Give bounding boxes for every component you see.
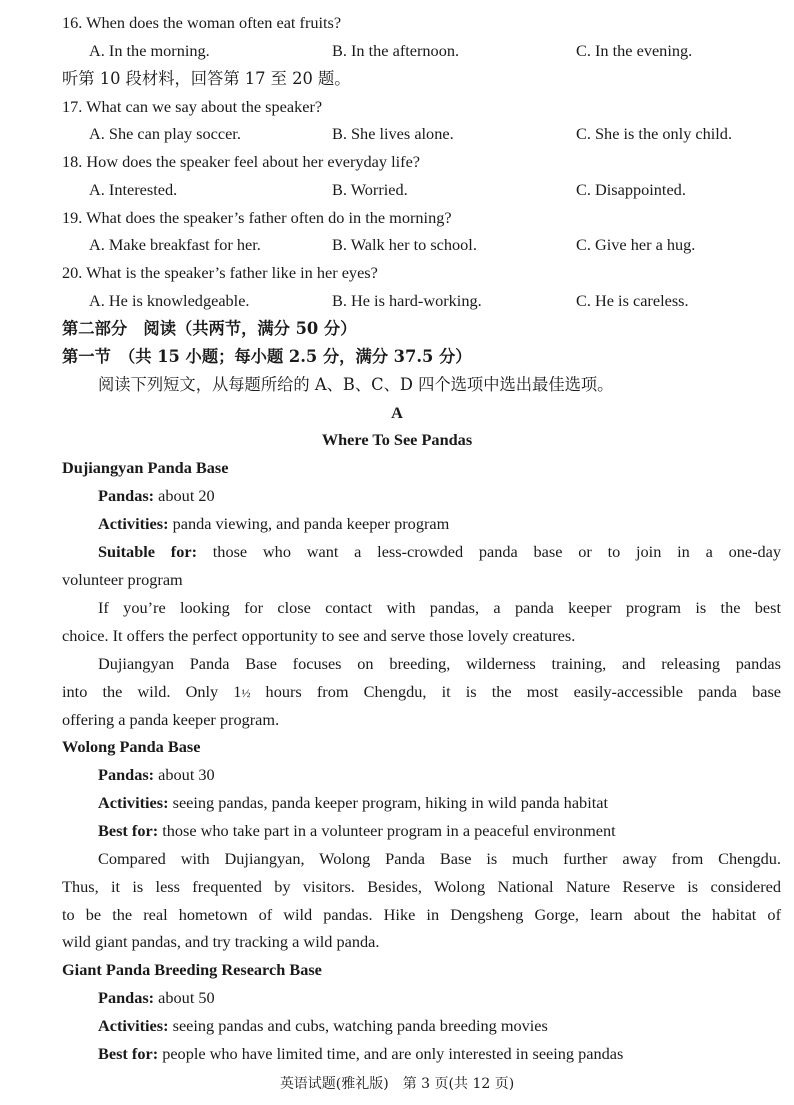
q19-option-b: B. Walk her to school. [332, 235, 477, 254]
q20-option-b: B. He is hard-working. [332, 291, 482, 310]
wolong-best-for [98, 821, 616, 841]
dujiangyan-activities [98, 514, 449, 534]
activities-value: seeing pandas and cubs, watching panda breeding movies [168, 1016, 548, 1035]
activities-value: seeing pandas, panda keeper program, hiking in wild panda habitat [168, 793, 608, 812]
wolong-p1-line3: to be the real hometown of wild pandas. Hike in Dengsheng Gorge, learn about the habitat of [62, 905, 781, 924]
pandas-label: Pandas: [98, 486, 155, 505]
q16-option-a: A. In the morning. [89, 41, 210, 60]
question-16: 16. When does the woman often eat fruits? [62, 13, 342, 32]
best-for-label: Best for: [98, 1044, 159, 1063]
wolong-heading: Wolong Panda Base [62, 737, 201, 756]
pandas-label: Pandas: [98, 988, 155, 1007]
wolong-pandas [98, 765, 215, 785]
page-footer: 英语试题(雅礼版) 第 3 页(共 12 页) [279, 1076, 515, 1092]
p2-frac-whole: 1 [233, 682, 242, 701]
reading-part-title: 第二部分 阅读（共两节，满分 50 分） [62, 319, 357, 338]
research-base-heading: Giant Panda Breeding Research Base [62, 960, 322, 979]
q19-option-c: C. Give her a hug. [576, 235, 696, 254]
q19-option-a: A. Make breakfast for her. [89, 235, 261, 254]
activities-label: Activities: [98, 1016, 169, 1035]
wolong-activities [98, 793, 608, 813]
dujiangyan-pandas [98, 486, 215, 506]
dujiangyan-p2-line3: offering a panda keeper program. [62, 710, 280, 729]
dujiangyan-heading: Dujiangyan Panda Base [62, 458, 229, 477]
best-for-value: those who take part in a volunteer program in a peaceful environment [158, 821, 616, 840]
passage-letter: A [391, 403, 403, 422]
q20-option-a: A. He is knowledgeable. [89, 291, 250, 310]
activities-label: Activities: [98, 793, 169, 812]
q18-option-a: A. Interested. [89, 180, 178, 199]
wolong-p1-line2: Thus, it is less frequented by visitors. Besides, Wolong National Nature Reserve is considered [62, 877, 781, 896]
question-17: 17. What can we say about the speaker? [62, 97, 323, 116]
activities-label: Activities: [98, 514, 169, 533]
dujiangyan-p2-line2 [62, 682, 781, 703]
q17-option-b: B. She lives alone. [332, 124, 454, 143]
dujiangyan-p1-line1: If you’re looking for close contact with pandas, a panda keeper program is the best [98, 598, 781, 617]
question-19: 19. What does the speaker’s father often do in the morning? [62, 208, 452, 227]
best-for-value: people who have limited time, and are only interested in seeing pandas [158, 1044, 624, 1063]
q16-option-b: B. In the afternoon. [332, 41, 460, 60]
wolong-p1-line1: Compared with Dujiangyan, Wolong Panda Base is much further away from Chengdu. [98, 849, 781, 868]
question-20: 20. What is the speaker’s father like in her eyes? [62, 263, 378, 282]
suitable-value: those who want a less-crowded panda base or to join in a one-day [197, 542, 782, 561]
dujiangyan-p1-line2: choice. It offers the perfect opportunity to see and serve those lovely creatures. [62, 626, 576, 645]
pandas-value: about 30 [154, 765, 215, 784]
wolong-p1-line4: wild giant pandas, and try tracking a wild panda. [62, 932, 380, 951]
pandas-label: Pandas: [98, 765, 155, 784]
p2-fraction: ½ [241, 686, 251, 700]
dujiangyan-suitable-line2: volunteer program [62, 570, 183, 589]
pandas-value: about 50 [154, 988, 215, 1007]
question-18: 18. How does the speaker feel about her everyday life? [62, 152, 421, 171]
q18-option-c: C. Disappointed. [576, 180, 686, 199]
p2-text-b: hours from Chengdu, it is the most easily-accessible panda base [250, 682, 782, 701]
dujiangyan-p2-line1: Dujiangyan Panda Base focuses on breeding, wilderness training, and releasing pandas [98, 654, 781, 673]
q20-option-c: C. He is careless. [576, 291, 689, 310]
q17-option-c: C. She is the only child. [576, 124, 733, 143]
research-best-for [98, 1044, 623, 1064]
dujiangyan-suitable-line1 [98, 542, 781, 562]
p2-text-a: into the wild. Only [62, 682, 234, 701]
reading-section-title: 第一节 （共 15 小题；每小题 2.5 分，满分 37.5 分） [62, 347, 472, 366]
reading-instruction: 阅读下列短文，从每题所给的 A、B、C、D 四个选项中选出最佳选项。 [98, 375, 614, 394]
suitable-label: Suitable for: [98, 542, 197, 561]
activities-value: panda viewing, and panda keeper program [168, 514, 450, 533]
q17-option-a: A. She can play soccer. [89, 124, 241, 143]
passage-title: Where To See Pandas [321, 430, 473, 449]
q18-option-b: B. Worried. [332, 180, 408, 199]
q16-option-c: C. In the evening. [576, 41, 693, 60]
best-for-label: Best for: [98, 821, 159, 840]
research-pandas [98, 988, 215, 1008]
listening-instruction: 听第 10 段材料，回答第 17 至 20 题。 [62, 69, 351, 88]
pandas-value: about 20 [154, 486, 215, 505]
research-activities [98, 1016, 548, 1036]
